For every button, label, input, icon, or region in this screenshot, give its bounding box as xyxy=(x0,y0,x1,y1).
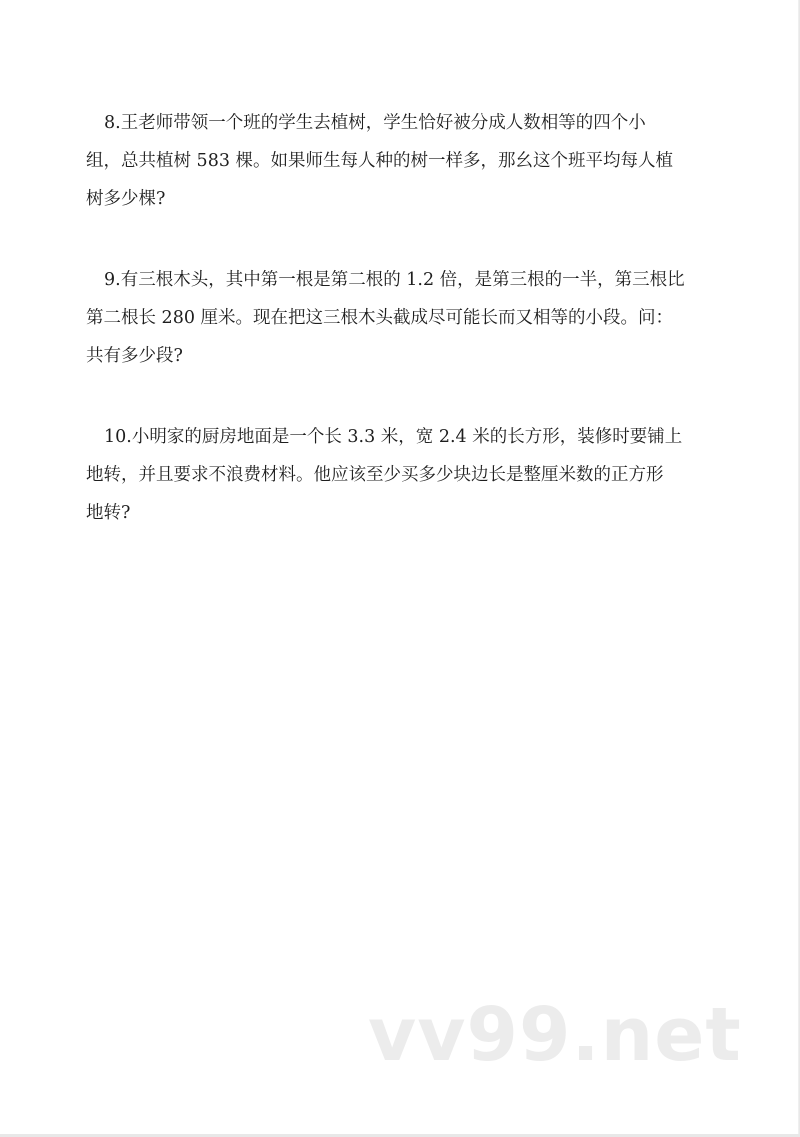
question-line: 8.王老师带领一个班的学生去植树，学生恰好被分成人数相等的四个小 xyxy=(104,113,646,133)
question-line: 地转，并且要求不浪费材料。他应该至少买多少块边长是整厘米数的正方形 xyxy=(86,465,664,485)
question-line: 9.有三根木头，其中第一根是第二根的 1.2 倍，是第三根的一半，第三根比 xyxy=(104,270,685,290)
question-line: 10.小明家的厨房地面是一个长 3.3 米，宽 2.4 米的长方形，装修时要铺上 xyxy=(104,427,683,447)
question-line: 组，总共植树 583 棵。如果师生每人种的树一样多，那幺这个班平均每人植 xyxy=(86,151,674,171)
question-line: 地转? xyxy=(86,503,131,523)
question-line: 第二根长 280 厘米。现在把这三根木头截成尽可能长而又相等的小段。问： xyxy=(86,308,674,328)
question-9 xyxy=(86,261,716,375)
watermark: vv99.net xyxy=(368,992,742,1078)
question-line: 共有多少段? xyxy=(86,346,183,366)
question-line: 树多少棵? xyxy=(86,189,166,209)
question-10 xyxy=(86,418,716,532)
question-8 xyxy=(86,104,716,218)
